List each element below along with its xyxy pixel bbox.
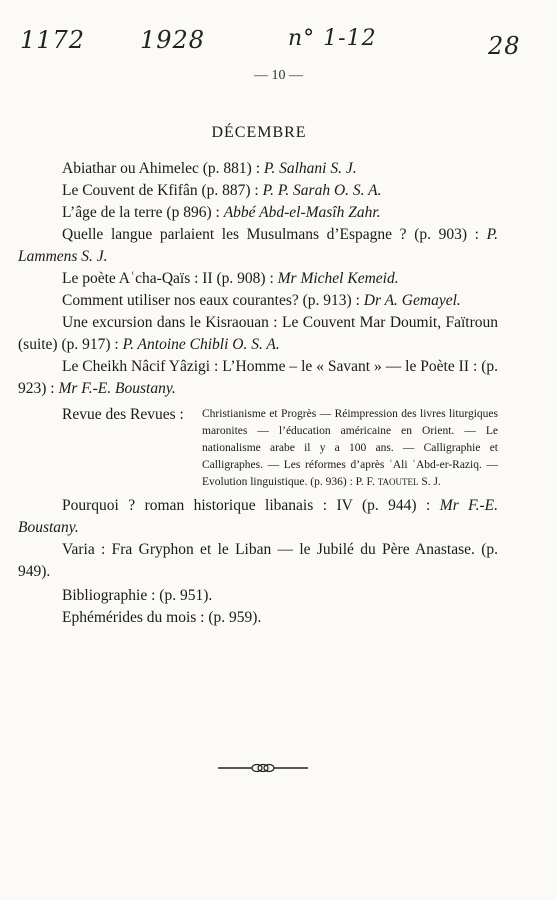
toc-entry: Le Couvent de Kfifân (p. 887) : P. P. Sarah O. S. A. <box>62 182 382 199</box>
toc-entry: Quelle langue parlaient les Musulmans d’Espagne ? (p. 903) : P. Lammens S. J. <box>18 226 499 265</box>
page-number: — 10 — <box>254 68 303 83</box>
toc-entry: Bibliographie : (p. 951). <box>62 587 213 604</box>
handwritten-folio: 28 <box>488 32 521 60</box>
revue-text: Christianisme et Progrès — Réimpression des livres liturgiques maronites — l’éducation américaine en Orient. — Le nationalisme arabe il y a 100 ans. — Calligraphie et Calligraphes. — Les réformes d’après ʿAli ʿAbd-er-Raziq. — Evolution linguistique. (p. 936) : P. F. TAOUTEL S. J. <box>202 408 498 488</box>
toc-entry: Comment utiliser nos eaux courantes? (p. 913) : Dr A. Gemayel. <box>62 292 461 309</box>
toc-entry: Pourquoi ? roman historique libanais : IV (p. 944) : Mr F.-E. Boustany. <box>18 497 499 536</box>
handwritten-year: 1928 <box>140 26 206 54</box>
toc-entry: Le poète Aʿcha-Qaïs : II (p. 908) : Mr Michel Kemeid. <box>62 270 399 287</box>
table-of-contents <box>18 158 498 629</box>
handwritten-ref: 1172 <box>20 26 86 54</box>
toc-entry: Abiathar ou Ahimelec (p. 881) : P. Salhani S. J. <box>62 160 357 177</box>
end-ornament <box>218 762 308 774</box>
revue-label: Revue des Revues : <box>62 406 184 423</box>
toc-entry: Le Cheikh Nâcif Yâzigi : L’Homme – le « Savant » — le Poète II : (p. 923) : Mr F.-E. Boustany. <box>18 358 498 397</box>
revue-des-revues <box>62 404 498 491</box>
toc-entry: Ephémérides du mois : (p. 959). <box>62 609 262 626</box>
toc-entry: L’âge de la terre (p 896) : Abbé Abd-el-Masîh Zahr. <box>62 204 381 221</box>
toc-entry: Une excursion dans le Kisraouan : Le Couvent Mar Doumit, Faïtroun (suite) (p. 917) : P. Antoine Chibli O. S. A. <box>18 314 498 353</box>
handwritten-issues: n° 1-12 <box>288 26 377 51</box>
toc-entry: Varia : Fra Gryphon et le Liban — le Jubilé du Père Anastase. (p. 949). <box>18 541 498 580</box>
section-title: DÉCEMBRE <box>211 124 307 141</box>
